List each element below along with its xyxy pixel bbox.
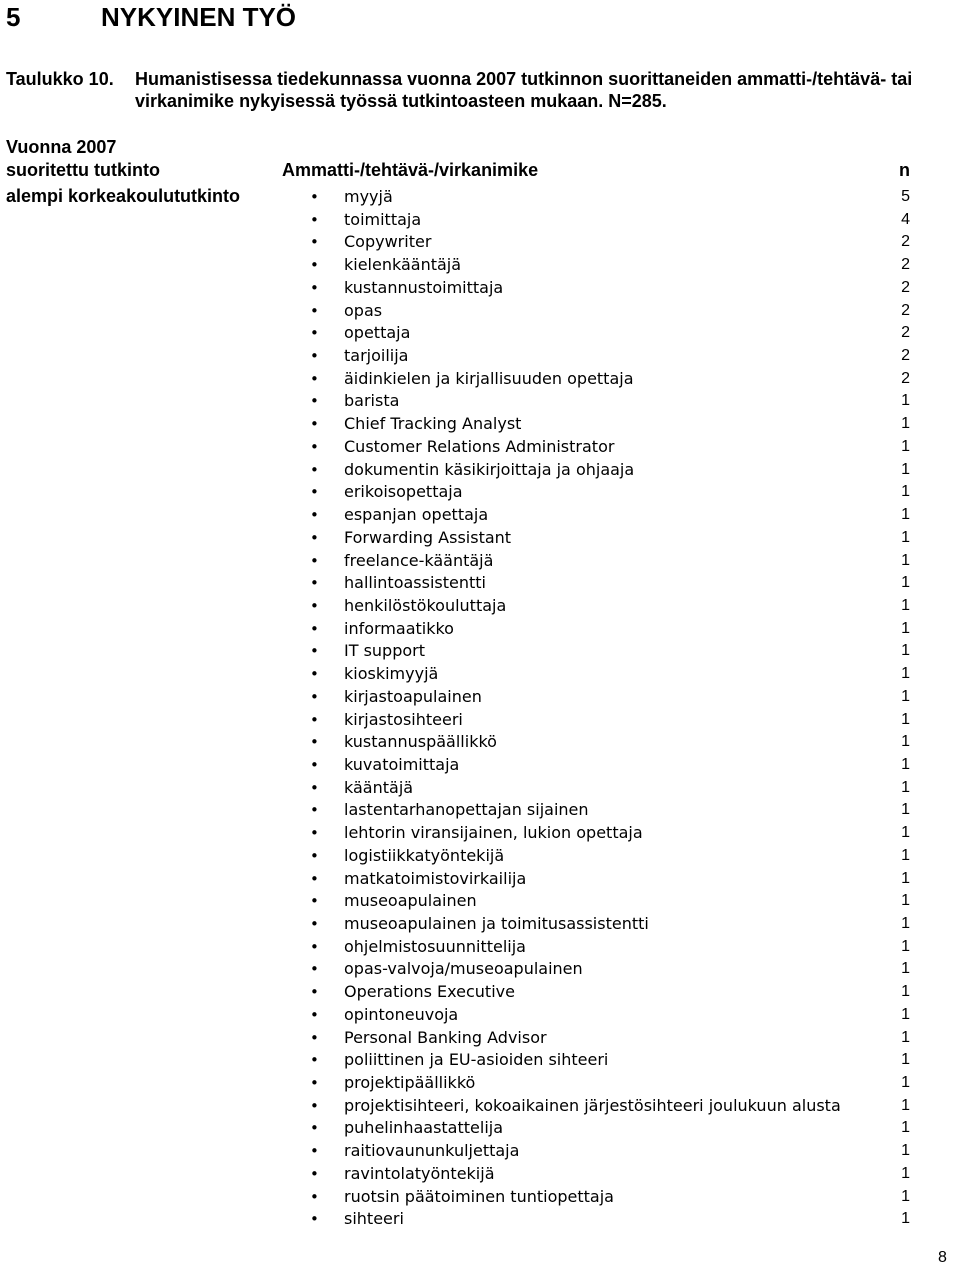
bullet-icon: • — [310, 1096, 319, 1115]
table-row — [0, 1095, 960, 1118]
job-title: ravintolatyöntekijä — [344, 1163, 495, 1183]
table-row — [0, 436, 960, 459]
table-row — [0, 822, 960, 845]
job-count: 1 — [901, 869, 910, 887]
table-row — [0, 618, 960, 641]
job-title: erikoisopettaja — [344, 482, 463, 502]
bullet-icon: • — [310, 733, 319, 752]
bullet-icon: • — [310, 233, 319, 252]
table-row — [0, 1117, 960, 1140]
bullet-icon: • — [310, 437, 319, 456]
job-title: IT support — [344, 641, 426, 661]
bullet-icon: • — [310, 1210, 319, 1229]
table-row — [0, 572, 960, 595]
job-title: Forwarding Assistant — [344, 527, 512, 547]
job-count: 5 — [901, 188, 910, 205]
table-caption-label: Taulukko 10. — [6, 69, 114, 89]
job-title: opintoneuvoja — [344, 1004, 459, 1024]
job-count: 1 — [901, 1005, 910, 1023]
table-row — [0, 640, 960, 663]
job-title: informaatikko — [344, 618, 454, 638]
bullet-icon: • — [310, 483, 319, 502]
job-title: freelance-kääntäjä — [344, 550, 494, 570]
job-count: 2 — [901, 233, 910, 251]
job-count: 1 — [901, 642, 910, 660]
job-count: 1 — [901, 755, 910, 773]
bullet-icon: • — [310, 188, 319, 206]
job-count: 1 — [901, 1164, 910, 1182]
bullet-icon: • — [310, 528, 319, 547]
table-row — [0, 390, 960, 413]
bullet-icon: • — [310, 1028, 319, 1047]
job-title: sihteeri — [344, 1209, 404, 1229]
table-row — [0, 368, 960, 391]
job-count: 2 — [901, 347, 910, 365]
job-count: 1 — [901, 733, 910, 751]
job-title: logistiikkatyöntekijä — [344, 845, 505, 865]
table-row — [0, 913, 960, 936]
table-row — [0, 186, 960, 209]
bullet-icon: • — [310, 347, 319, 366]
bullet-icon: • — [310, 983, 319, 1002]
job-title: tarjoilija — [344, 346, 409, 366]
job-title: kirjastosihteeri — [344, 709, 463, 729]
table-row — [0, 731, 960, 754]
job-title: Operations Executive — [344, 982, 515, 1002]
job-count: 1 — [901, 1142, 910, 1160]
bullet-icon: • — [310, 1164, 319, 1183]
bullet-icon: • — [310, 324, 319, 343]
job-count: 1 — [901, 1051, 910, 1069]
bullet-icon: • — [310, 1119, 319, 1138]
table-row — [0, 890, 960, 913]
bullet-icon: • — [310, 574, 319, 593]
job-count: 1 — [901, 437, 910, 455]
section-title: NYKYINEN TYÖ — [101, 2, 297, 32]
table-caption-text: Humanistisessa tiedekunnassa vuonna 2007 tutkinnon suorittaneiden ammatti-/tehtävä- tai virkanimike nykyisessä työssä tutkintoasteen mukaan. N=285. — [135, 69, 913, 111]
job-count: 1 — [901, 824, 910, 842]
job-title: kioskimyyjä — [344, 664, 439, 684]
bullet-icon: • — [310, 1005, 319, 1024]
table-row — [0, 1140, 960, 1163]
bullet-icon: • — [310, 824, 319, 843]
job-count: 1 — [901, 415, 910, 433]
table-row — [0, 277, 960, 300]
job-title: äidinkielen ja kirjallisuuden opettaja — [344, 368, 634, 388]
bullet-icon: • — [310, 710, 319, 729]
table-row — [0, 1004, 960, 1027]
bullet-icon: • — [310, 960, 319, 979]
degree-label: alempi korkeakoulututkinto — [6, 186, 241, 206]
table-row — [0, 345, 960, 368]
table-row — [0, 777, 960, 800]
job-count: 1 — [901, 460, 910, 478]
bullet-icon: • — [310, 1142, 319, 1161]
job-count: 4 — [901, 210, 910, 228]
job-count: 1 — [901, 1028, 910, 1046]
job-title: kielenkääntäjä — [344, 255, 462, 275]
table-row — [0, 459, 960, 482]
bullet-icon: • — [310, 392, 319, 411]
job-title: barista — [344, 391, 400, 411]
column-header-degree-year-line2: suoritettu tutkinto — [6, 160, 160, 180]
job-title: opas-valvoja/museoapulainen — [344, 959, 583, 979]
job-count: 1 — [901, 551, 910, 569]
job-title: museoapulainen ja toimitusassistentti — [344, 914, 649, 933]
job-title: poliittinen ja EU-asioiden sihteeri — [344, 1050, 609, 1070]
job-count: 1 — [901, 687, 910, 705]
job-count: 1 — [901, 960, 910, 978]
job-count: 1 — [901, 619, 910, 637]
job-count: 2 — [901, 301, 910, 319]
bullet-icon: • — [310, 415, 319, 434]
job-count: 1 — [901, 1210, 910, 1228]
table-row — [0, 254, 960, 277]
bullet-icon: • — [310, 892, 319, 911]
job-count: 1 — [901, 937, 910, 955]
bullet-icon: • — [310, 665, 319, 684]
bullet-icon: • — [310, 755, 319, 774]
bullet-icon: • — [310, 937, 319, 956]
table-row — [0, 550, 960, 573]
bullet-icon: • — [310, 596, 319, 615]
table-row — [0, 1027, 960, 1050]
table-row — [0, 1186, 960, 1209]
column-header-job-title: Ammatti-/tehtävä-/virkanimike — [282, 160, 539, 180]
bullet-icon: • — [310, 687, 319, 706]
job-title: ruotsin päätoiminen tuntiopettaja — [344, 1186, 614, 1206]
job-title-list — [0, 186, 960, 1231]
table-row — [0, 868, 960, 891]
table-row — [0, 845, 960, 868]
job-title: lastentarhanopettajan sijainen — [344, 800, 589, 820]
job-count: 1 — [901, 483, 910, 501]
job-title: Copywriter — [344, 232, 432, 252]
bullet-icon: • — [310, 1051, 319, 1070]
job-count: 1 — [901, 1119, 910, 1137]
job-title: hallintoassistentti — [344, 573, 486, 593]
job-title: projektisihteeri, kokoaikainen järjestösihteeri joulukuun alusta — [344, 1095, 841, 1115]
table-row — [0, 754, 960, 777]
job-count: 1 — [901, 915, 910, 932]
column-header-degree-year-line1: Vuonna 2007 — [6, 137, 117, 157]
page-number: 8 — [938, 1249, 947, 1266]
job-title: ohjelmistosuunnittelija — [344, 936, 526, 956]
job-title: opas — [344, 300, 383, 320]
table-row — [0, 1049, 960, 1072]
bullet-icon: • — [310, 1187, 319, 1206]
job-count: 1 — [901, 665, 910, 683]
bullet-icon: • — [310, 619, 319, 638]
bullet-icon: • — [310, 369, 319, 388]
job-count: 1 — [901, 801, 910, 819]
job-count: 2 — [901, 324, 910, 342]
bullet-icon: • — [310, 506, 319, 525]
job-title: Personal Banking Advisor — [344, 1027, 547, 1047]
job-count: 1 — [901, 506, 910, 524]
job-title: kuvatoimittaja — [344, 754, 460, 774]
table-row — [0, 936, 960, 959]
bullet-icon: • — [310, 1074, 319, 1093]
table-row — [0, 709, 960, 732]
table-row — [0, 595, 960, 618]
bullet-icon: • — [310, 301, 319, 320]
job-title: henkilöstökouluttaja — [344, 595, 507, 615]
job-title: Customer Relations Administrator — [344, 436, 615, 456]
table-row — [0, 209, 960, 232]
job-count: 2 — [901, 256, 910, 274]
table-caption — [6, 68, 936, 112]
bullet-icon: • — [310, 778, 319, 797]
job-count: 1 — [901, 1187, 910, 1205]
section-number: 5 — [6, 2, 21, 32]
job-count: 1 — [901, 392, 910, 410]
table-row — [0, 686, 960, 709]
bullet-icon: • — [310, 256, 319, 275]
table-row — [0, 300, 960, 323]
table-row — [0, 799, 960, 822]
bullet-icon: • — [310, 869, 319, 888]
table-row — [0, 958, 960, 981]
job-title: kustannuspäällikkö — [344, 732, 497, 752]
job-title: espanjan opettaja — [344, 505, 489, 525]
table-row — [0, 322, 960, 345]
job-count: 1 — [901, 1074, 910, 1092]
job-title: dokumentin käsikirjoittaja ja ohjaaja — [344, 459, 635, 479]
column-header-degree-year — [6, 136, 160, 182]
job-count: 1 — [901, 596, 910, 614]
job-count: 1 — [901, 778, 910, 796]
job-count: 1 — [901, 846, 910, 864]
table-row — [0, 504, 960, 527]
job-title: kirjastoapulainen — [344, 686, 482, 706]
bullet-icon: • — [310, 801, 319, 820]
job-title: opettaja — [344, 323, 411, 343]
job-title: puhelinhaastattelija — [344, 1118, 504, 1138]
job-count: 1 — [901, 528, 910, 546]
bullet-icon: • — [310, 551, 319, 570]
section-heading — [6, 2, 296, 32]
job-count: 2 — [901, 278, 910, 296]
table-row — [0, 1072, 960, 1095]
table-row — [0, 527, 960, 550]
job-count: 1 — [901, 983, 910, 1001]
job-title: kääntäjä — [344, 777, 414, 797]
table-row — [0, 413, 960, 436]
bullet-icon: • — [310, 846, 319, 865]
job-title: kustannustoimittaja — [344, 277, 504, 297]
table-row — [0, 231, 960, 254]
table-row — [0, 481, 960, 504]
job-count: 1 — [901, 574, 910, 592]
job-title: raitiovaununkuljettaja — [344, 1141, 520, 1161]
job-title: matkatoimistovirkailija — [344, 868, 527, 888]
job-count: 2 — [901, 369, 910, 387]
bullet-icon: • — [310, 642, 319, 661]
job-title: toimittaja — [344, 209, 422, 229]
table-row — [0, 1163, 960, 1186]
bullet-icon: • — [310, 915, 319, 933]
job-title: myyjä — [344, 187, 393, 206]
job-count: 1 — [901, 892, 910, 910]
job-title: projektipäällikkö — [344, 1073, 476, 1093]
job-count: 1 — [901, 1096, 910, 1114]
table-row — [0, 1208, 960, 1231]
table-row — [0, 981, 960, 1004]
bullet-icon: • — [310, 278, 319, 297]
bullet-icon: • — [310, 210, 319, 229]
job-title: lehtorin viransijainen, lukion opettaja — [344, 823, 643, 843]
column-header-count: n — [899, 160, 910, 180]
table-row — [0, 663, 960, 686]
job-count: 1 — [901, 710, 910, 728]
bullet-icon: • — [310, 460, 319, 479]
job-title: Chief Tracking Analyst — [344, 414, 522, 434]
job-title: museoapulainen — [344, 891, 477, 911]
